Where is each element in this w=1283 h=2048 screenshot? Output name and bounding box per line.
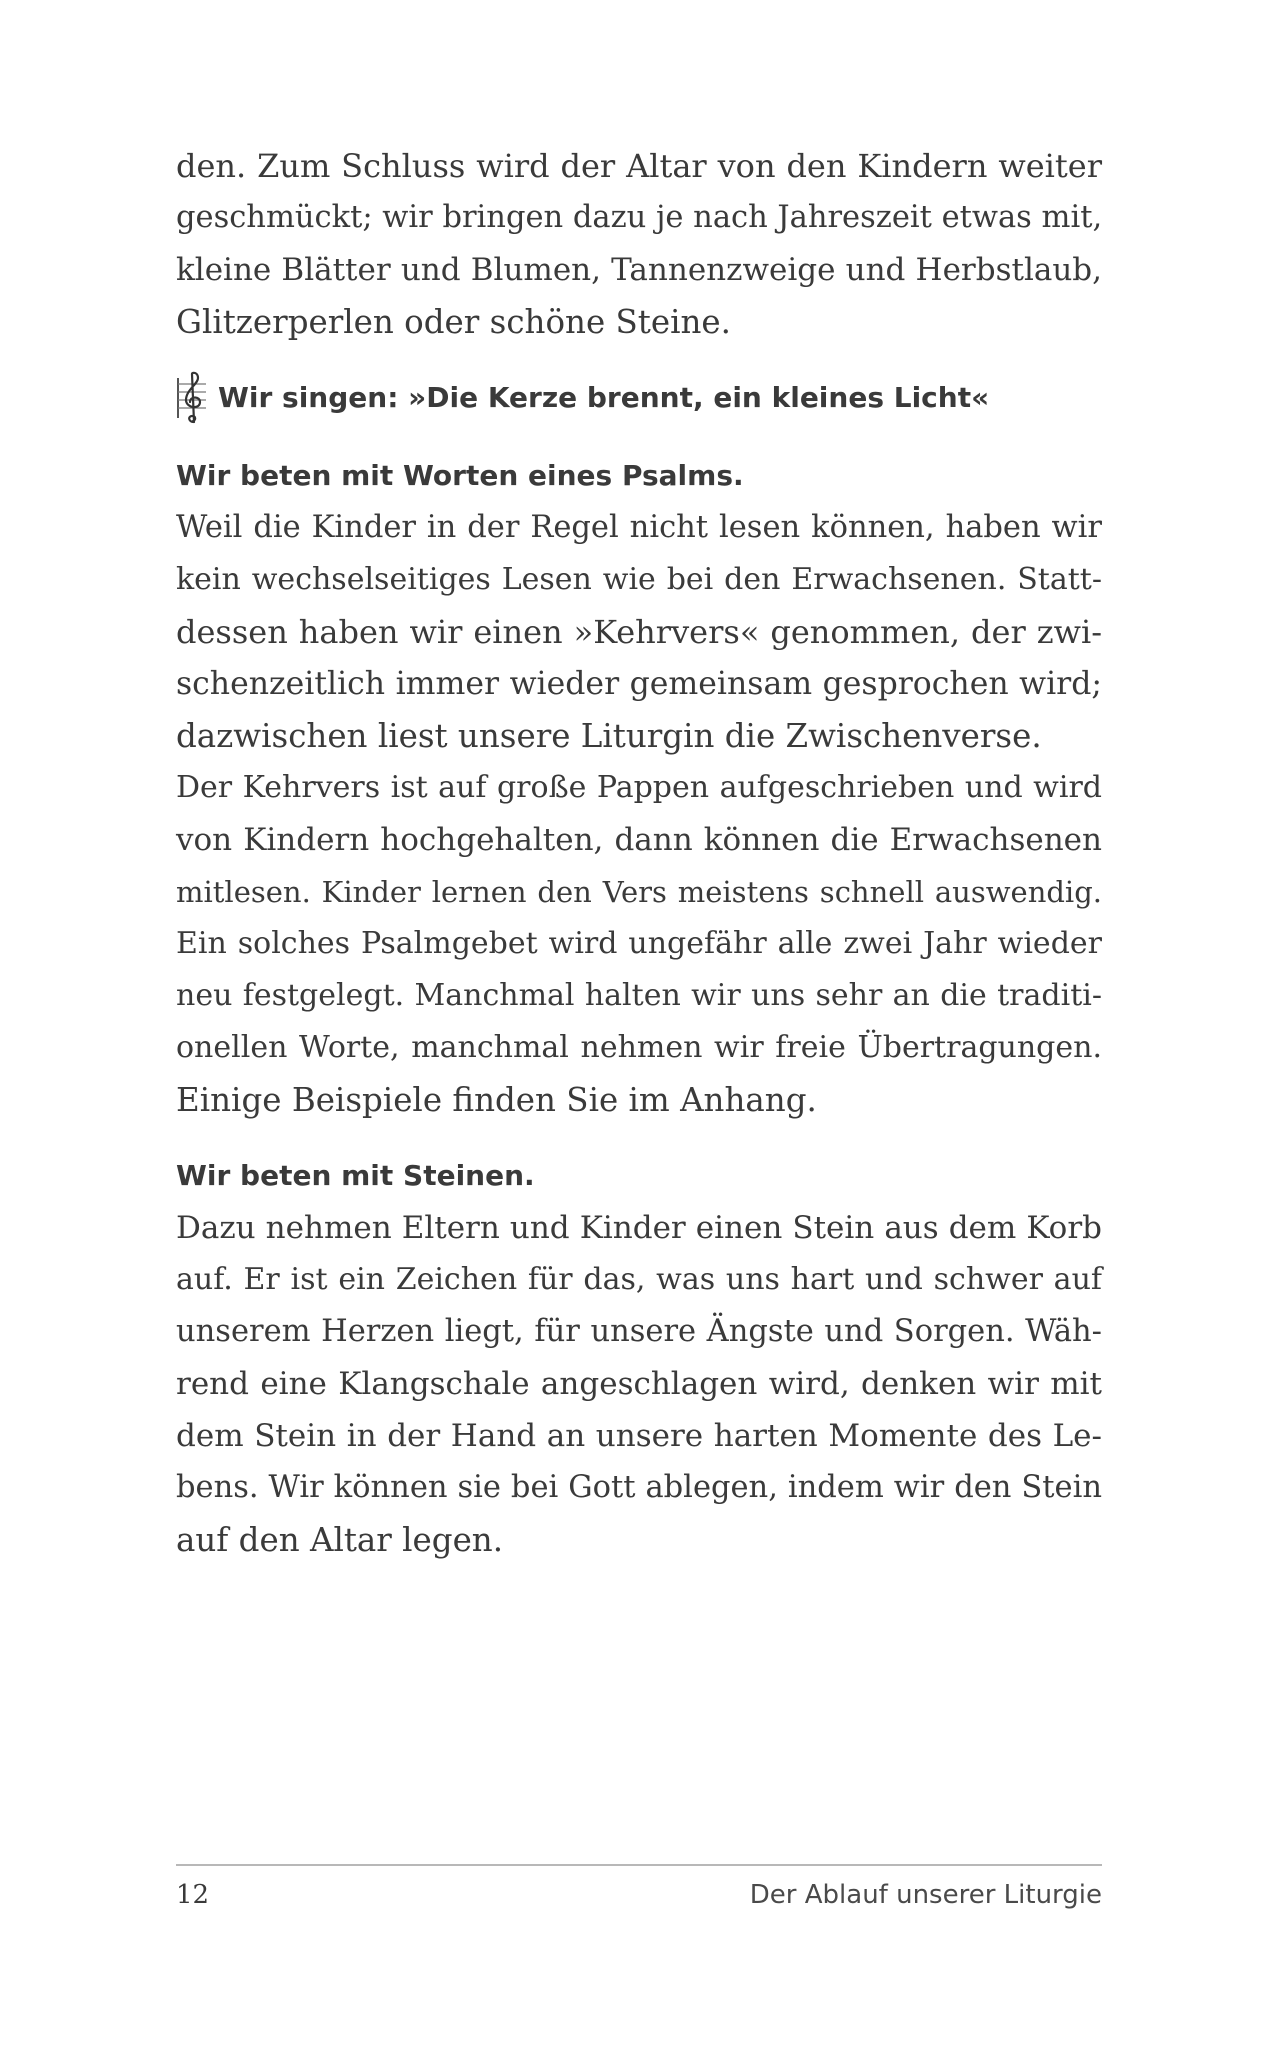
text-line: geschmückt; wir bringen dazu je nach Jahreszeit etwas mit, <box>176 200 1103 235</box>
text-line: neu festgelegt. Manchmal halten wir uns sehr an die traditi- <box>176 978 1102 1013</box>
footer-divider <box>176 1864 1102 1866</box>
song-instruction <box>176 370 1102 426</box>
text-line: Dazu nehmen Eltern und Kinder einen Stein aus dem Korb <box>176 1210 1102 1246</box>
text-line: dazwischen liest unsere Liturgin die Zwischenverse. <box>176 717 1042 755</box>
text-line: onellen Worte, manchmal nehmen wir freie Übertragungen. <box>176 1030 1102 1065</box>
text-line: Der Kehrvers ist auf große Pappen aufgeschrieben und wird <box>176 770 1102 805</box>
stones-paragraph <box>176 1202 1102 1566</box>
text-line: Ein solches Psalmgebet wird ungefähr alle zwei Jahr wieder <box>176 926 1102 961</box>
song-title: Wir singen: »Die Kerze brennt, ein kleines Licht« <box>218 381 990 414</box>
text-line: Einige Beispiele finden Sie im Anhang. <box>176 1081 817 1119</box>
text-line: den. Zum Schluss wird der Altar von den Kindern weiter <box>176 147 1102 185</box>
text-line: rend eine Klangschale angeschlagen wird, denken wir mit <box>176 1366 1102 1402</box>
text-line: bens. Wir können sie bei Gott ablegen, indem wir den Stein <box>176 1470 1102 1505</box>
text-line: Glitzerperlen oder schöne Steine. <box>176 303 731 341</box>
text-line: kein wechselseitiges Lesen wie bei den Erwachsenen. Statt- <box>176 562 1102 597</box>
text-line: auf den Altar legen. <box>176 1521 504 1559</box>
text-line: von Kindern hochgehalten, dann können die Erwachsenen <box>176 822 1102 858</box>
text-line: dem Stein in der Hand an unsere harten Momente des Le- <box>176 1418 1102 1454</box>
stones-heading: Wir beten mit Steinen. <box>176 1159 535 1192</box>
text-line: kleine Blätter und Blumen, Tannenzweige und Herbstlaub, <box>176 252 1102 288</box>
text-line: dessen haben wir einen »Kehrvers« genommen, der zwi- <box>176 613 1102 651</box>
text-line: Weil die Kinder in der Regel nicht lesen können, haben wir <box>176 510 1102 545</box>
intro-paragraph <box>176 140 1102 348</box>
text-line: auf. Er ist ein Zeichen für das, was uns hart und schwer auf <box>176 1262 1102 1297</box>
treble-clef-icon <box>176 370 212 426</box>
page-number: 12 <box>176 1880 210 1910</box>
text-line: unserem Herzen liegt, für unsere Ängste und Sorgen. Wäh- <box>176 1314 1102 1349</box>
text-line: mitlesen. Kinder lernen den Vers meistens schnell auswendig. <box>176 875 1102 909</box>
running-footer-title: Der Ablauf unserer Liturgie <box>749 1880 1102 1910</box>
text-line: schenzeitlich immer wieder gemeinsam gesprochen wird; <box>176 666 1102 702</box>
page-body <box>176 140 1102 1566</box>
psalm-paragraph <box>176 502 1102 1126</box>
psalm-heading: Wir beten mit Worten eines Psalms. <box>176 459 744 492</box>
